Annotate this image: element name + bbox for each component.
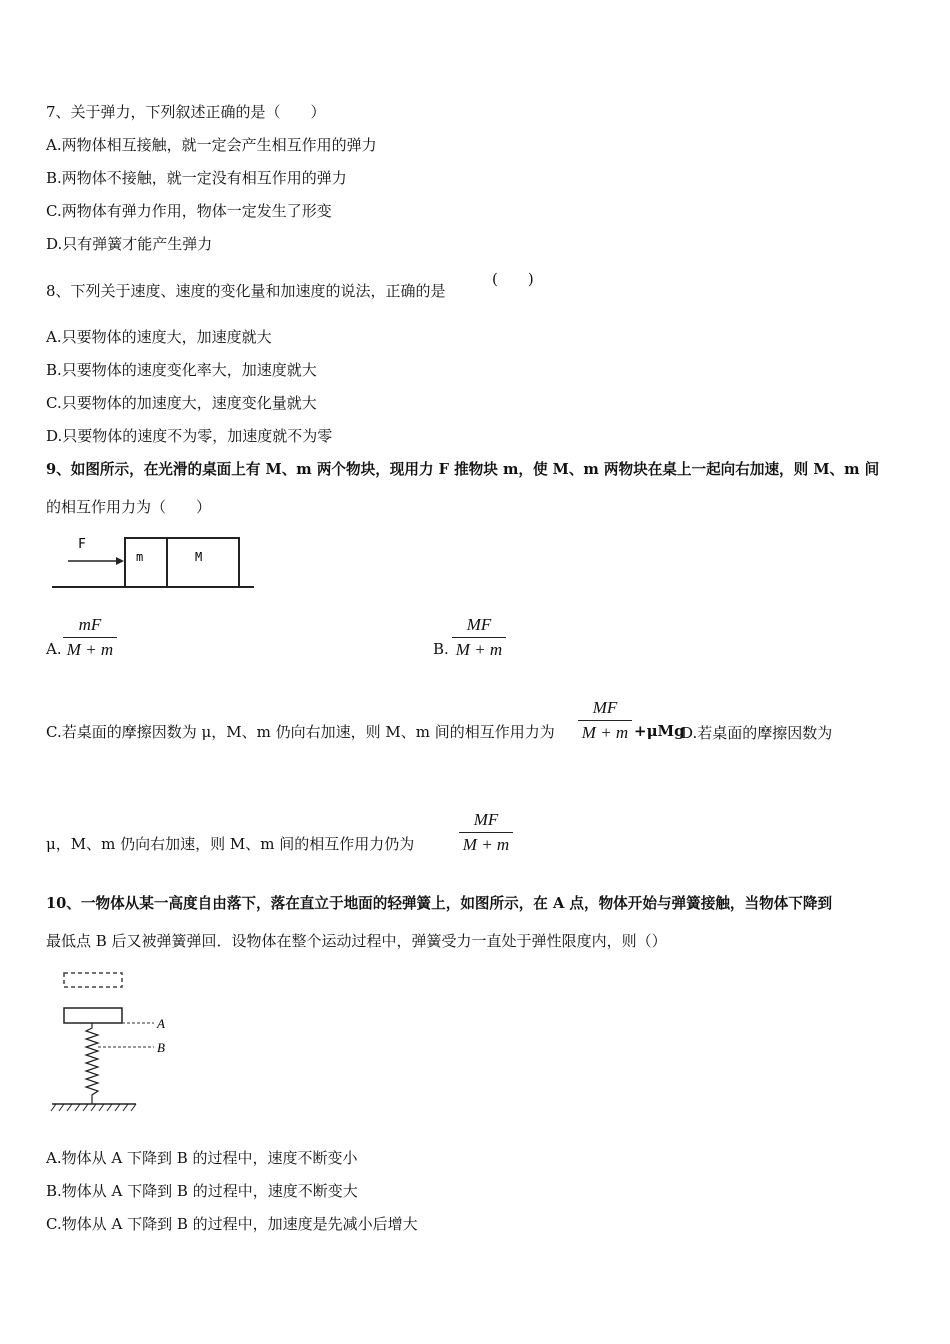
q9-option-b-label: B. <box>433 640 449 658</box>
q8-option-b: B.只要物体的速度变化率大，加速度就大 <box>46 361 317 379</box>
arrow-head-icon <box>116 557 124 565</box>
block-M <box>167 538 239 587</box>
fraction-denominator: M + m <box>581 723 629 742</box>
point-b-label: B <box>157 1040 165 1055</box>
fraction-numerator: MF <box>473 810 499 829</box>
q10-spring-figure <box>50 968 180 1113</box>
q7-option-d: D.只有弹簧才能产生弹力 <box>46 235 213 253</box>
q9-option-a-label: A. <box>46 640 62 658</box>
q10-stem-line1: 10、一物体从某一高度自由落下，落在直立于地面的轻弹簧上，如图所示，在 A 点，物体开始与弹簧接触，当物体下降到 <box>46 895 833 912</box>
fraction-numerator: MF <box>466 615 492 634</box>
q7-option-b: B.两物体不接触，就一定没有相互作用的弹力 <box>46 169 347 187</box>
block-m <box>125 538 167 587</box>
q9-option-c-text: C.若桌面的摩擦因数为 μ，M、m 仍向右加速，则 M、m 间的相互作用力为 <box>46 723 555 741</box>
q10-option-b: B.物体从 A 下降到 B 的过程中，速度不断变大 <box>46 1182 358 1200</box>
falling-object-dashed <box>64 973 122 987</box>
ground-hatching <box>51 1104 136 1111</box>
q8-option-d: D.只要物体的速度不为零，加速度就不为零 <box>46 427 333 445</box>
q9-option-c-fraction <box>578 698 632 743</box>
spring-coil <box>86 1023 98 1104</box>
q7-option-c: C.两物体有弹力作用，物体一定发生了形变 <box>46 202 332 220</box>
q9-option-d-fraction <box>459 810 513 855</box>
q9-stem-line2: 的相互作用力为（ ） <box>46 498 212 516</box>
q9-stem-line1: 9、如图所示，在光滑的桌面上有 M、m 两个物块，现用力 F 推物块 m，使 M、m 两物块在桌上一起向右加速，则 M、m 间 <box>46 461 880 478</box>
q9-option-b-fraction <box>452 615 506 660</box>
q10-option-c: C.物体从 A 下降到 B 的过程中，加速度是先减小后增大 <box>46 1215 418 1233</box>
q9-blocks-figure <box>50 530 260 592</box>
q8-option-a: A.只要物体的速度大，加速度就大 <box>46 328 272 346</box>
object-block <box>64 1008 122 1023</box>
q9-option-a-fraction <box>63 615 117 660</box>
q8-option-c: C.只要物体的加速度大，速度变化量就大 <box>46 394 317 412</box>
block-M-label: M <box>195 550 203 564</box>
fraction-denominator: M + m <box>455 640 503 659</box>
fraction-numerator: mF <box>78 615 102 634</box>
fraction-numerator: MF <box>592 698 618 717</box>
block-m-label: m <box>136 550 144 564</box>
q8-stem: 8、下列关于速度、速度的变化量和加速度的说法，正确的是 <box>46 282 446 300</box>
q7-option-a: A.两物体相互接触，就一定会产生相互作用的弹力 <box>46 136 377 154</box>
q10-stem-line2: 最低点 B 后又被弹簧弹回．设物体在整个运动过程中，弹簧受力一直处于弹性限度内，则（） <box>46 932 667 950</box>
fraction-denominator: M + m <box>462 835 510 854</box>
q9-option-c-tail: +μMg <box>634 722 685 740</box>
point-a-label: A <box>157 1016 165 1031</box>
q10-option-a: A.物体从 A 下降到 B 的过程中，速度不断变小 <box>46 1149 358 1167</box>
q7-stem: 7、关于弹力，下列叙述正确的是（ ） <box>46 103 326 121</box>
fraction-denominator: M + m <box>66 640 114 659</box>
q8-answer-paren: ( ) <box>492 270 534 288</box>
q9-option-d-text-1: D.若桌面的摩擦因数为 <box>681 724 833 742</box>
force-label: F <box>78 537 86 552</box>
q9-option-d-text-2: μ，M、m 仍向右加速，则 M、m 间的相互作用力仍为 <box>46 835 415 853</box>
